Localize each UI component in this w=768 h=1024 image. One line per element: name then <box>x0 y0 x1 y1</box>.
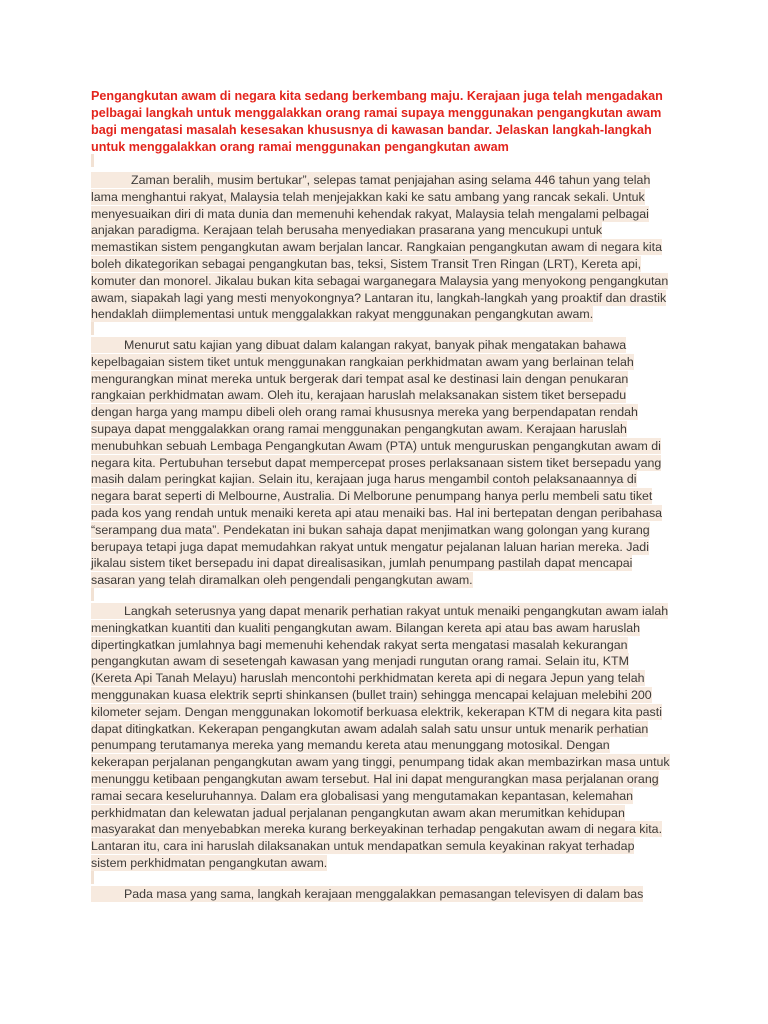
paragraph-line-text: dengan harga yang mampu dibeli oleh orang ramai khususnya mereka yang berpendapatan rendah <box>91 405 638 420</box>
paragraph-line-text: pada kos yang rendah untuk menaiki kereta api atau menaiki bas. Hal ini bertepatan dengan peribahasa <box>91 505 663 520</box>
paragraph-line-text: masih dalam peringkat kajian. Selain itu, kerajaan juga harus mengambil contoh pelaksanaannya di <box>91 472 637 487</box>
paragraph-line <box>91 189 668 206</box>
paragraph-line <box>91 788 670 805</box>
paragraph-line-text: masyarakat dan menyebabkan mereka kurang berkeyakinan terhadap pengakutan awam di negara kita. <box>91 822 663 837</box>
paragraph-line-text: awam, siapakah lagi yang mesti menyokongnya? Lantaran itu, langkah-langkah yang proaktif dan drastik <box>91 290 667 305</box>
paragraph-line <box>91 838 670 855</box>
paragraph-line-text: lama menghantui rakyat, Malaysia telah menjejakkan kaki ke satu ambang yang rancak sekali. Untuk <box>91 189 645 204</box>
paragraph-line <box>91 488 662 505</box>
paragraph-line <box>91 206 668 223</box>
paragraph-line <box>91 337 662 354</box>
paragraph-line <box>91 771 670 788</box>
paragraph-line-text: negara kita. Pertubuhan tersebut dapat mempercepat proses perlaksanaan sistem tiket bersepadu yang <box>91 455 662 470</box>
paragraph-line <box>91 572 662 589</box>
paragraph-line <box>91 886 643 903</box>
paragraph-television <box>91 886 643 903</box>
paragraph-line-text: meningkatkan kuantiti dan kualiti pengangkutan awam. Bilangan kereta api atau bas awam haruslah <box>91 620 640 635</box>
paragraph-line-text: Pada masa yang sama, langkah kerajaan menggalakkan pemasangan televisyen di dalam bas <box>91 886 643 902</box>
paragraph-line-text: menubuhkan sebuah Lembaga Pengangkutan Awam (PTA) untuk menguruskan pengangkutan awam di <box>91 438 661 453</box>
paragraph-line-text: anjakan paradigma. Kerajaan telah berusaha menyediakan prasarana yang mencukupi untuk <box>91 223 603 238</box>
paragraph-line-text: menunggu ketibaan pengangkutan awam tersebut. Hal ini dapat mengurangkan masa perjalanan orang <box>91 771 659 786</box>
paragraph-line <box>91 505 662 522</box>
paragraph-line <box>91 754 670 771</box>
paragraph-line-text: menggunakan kuasa elektrik seprti shinkansen (bullet train) sehingga mencapai kelajuan melebihi 200 <box>91 687 652 702</box>
paragraph-line <box>91 222 668 239</box>
paragraph-line <box>91 637 670 654</box>
paragraph-line-text: memastikan sistem pengangkutan awam berjalan lancar. Rangkaian pengangkutan awam di negara kita <box>91 240 663 255</box>
paragraph-line <box>91 239 668 256</box>
paragraph-line <box>91 555 662 572</box>
paragraph-line-text: menyesuaikan diri di mata dunia dan memenuhi kehendak rakyat, Malaysia telah mengalami pelbagai <box>91 206 649 221</box>
paragraph-line <box>91 273 668 290</box>
empty-line-marker <box>91 154 94 167</box>
paragraph-line <box>91 721 670 738</box>
paragraph-line <box>91 290 668 307</box>
paragraph-line <box>91 371 662 388</box>
empty-line-marker <box>91 588 94 601</box>
heading-line: bagi mengatasi masalah kesesakan khususnya di kawasan bandar. Jelaskan langkah-langkah <box>91 123 652 137</box>
paragraph-line <box>91 471 662 488</box>
heading-line: untuk menggalakkan orang ramai menggunakan pengangkutan awam <box>91 140 509 154</box>
paragraph-line <box>91 455 662 472</box>
paragraph-line <box>91 539 662 556</box>
paragraph-line <box>91 821 670 838</box>
paragraph-line-text: supaya dapat menggalakkan orang ramai menggunakan pengangkutan awam. Kerajaan haruslah <box>91 421 627 436</box>
paragraph-line <box>91 687 670 704</box>
paragraph-line <box>91 421 662 438</box>
paragraph-line-text: dipertingkatkan jumlahnya bagi memenuhi kehendak rakyat serta mengatasi masalah kekurangan <box>91 637 628 652</box>
paragraph-line-text: penumpang terutamanya mereka yang memandu kereta atau menunggang motosikal. Dengan <box>91 738 610 753</box>
paragraph-line <box>91 404 662 421</box>
paragraph-ticket-system <box>91 337 662 589</box>
paragraph-introduction <box>91 172 668 323</box>
paragraph-line <box>91 522 662 539</box>
paragraph-line <box>91 256 668 273</box>
paragraph-line-text: sistem perkhidmatan pengangkutan awam. <box>91 855 328 870</box>
paragraph-line-text: berupaya tetapi juga dapat memudahkan rakyat untuk mengatur pejalanan laluan harian mereka. Jadi <box>91 539 649 554</box>
paragraph-line <box>91 704 670 721</box>
paragraph-line-text: Langkah seterusnya yang dapat menarik perhatian rakyat untuk menaiki pengangkutan awam ialah <box>91 603 668 619</box>
paragraph-line <box>91 620 670 637</box>
heading-line: pelbagai langkah untuk menggalakkan orang ramai supaya menggunakan pengangkutan awam <box>91 106 662 120</box>
paragraph-line-text: “serampang dua mata”. Pendekatan ini bukan sahaja dapat menjimatkan wang golongan yang kurang <box>91 522 650 537</box>
paragraph-line-text: Zaman beralih, musim bertukar”, selepas tamat penjajahan asing selama 446 tahun yang telah <box>91 172 650 188</box>
paragraph-line-text: kepelbagaian sistem tiket untuk menggunakan rangkaian perkhidmatan awam yang berlainan telah <box>91 354 634 369</box>
paragraph-line-text: rangkaian perkhidmatan awam. Oleh itu, kerajaan haruslah melaksanakan sistem tiket bersepadu <box>91 388 627 403</box>
paragraph-line-text: kilometer sejam. Dengan menggunakan lokomotif berkuasa elektrik, kekerapan KTM di negara kita pasti <box>91 704 662 719</box>
paragraph-line <box>91 306 668 323</box>
paragraph-line-text: perkhidmatan dan kelewatan jadual perjalanan pengangkutan awam akan merumitkan kehidupan <box>91 805 625 820</box>
paragraph-line-text: Menurut satu kajian yang dibuat dalam kalangan rakyat, banyak pihak mengatakan bahawa <box>91 337 626 353</box>
paragraph-line-text: pengangkutan awam di sesetengah kawasan yang menjadi rungutan orang ramai. Selain itu, KTM <box>91 654 629 669</box>
paragraph-line <box>91 737 670 754</box>
paragraph-line-text: mengurangkan minat mereka untuk bergerak dari tempat asal ke destinasi lain dengan penukaran <box>91 371 629 386</box>
paragraph-line-text: komuter dan monorel. Jikalau bukan kita sebagai warganegara Malaysia yang menyokong pengangkutan <box>91 273 669 288</box>
paragraph-line-text: Lantaran itu, cara ini haruslah dilaksanakan untuk mendapatkan semula keyakinan rakyat terhadap <box>91 839 635 854</box>
paragraph-line <box>91 172 668 189</box>
paragraph-line <box>91 805 670 822</box>
paragraph-line-text: boleh dikategorikan sebagai pengangkutan bas, teksi, Sistem Transit Tren Ringan (LRT), Kereta api, <box>91 256 642 271</box>
paragraph-line-text: ramai secara keseluruhannya. Dalam era globalisasi yang mengutamakan kepantasan, kelemahan <box>91 788 634 803</box>
paragraph-line-text: kekerapan perjalanan pengangkutan awam yang tinggi, penumpang tidak akan membazirkan masa untuk <box>91 755 670 770</box>
essay-question-heading <box>91 88 663 156</box>
paragraph-line-text: (Kereta Api Tanah Melayu) haruslah mencontohi perkhidmatan kereta api di negara Jepun yang telah <box>91 671 645 686</box>
paragraph-line <box>91 670 670 687</box>
paragraph-line <box>91 354 662 371</box>
paragraph-line <box>91 855 670 872</box>
paragraph-line-text: negara barat seperti di Melbourne, Australia. Di Melborune penumpang hanya perlu membeli satu tiket <box>91 489 653 504</box>
paragraph-line-text: jikalau sistem tiket bersepadu ini dapat direalisasikan, jumlah penumpang pastilah dapat mencapai <box>91 556 633 571</box>
paragraph-line <box>91 387 662 404</box>
heading-line: Pengangkutan awam di negara kita sedang berkembang maju. Kerajaan juga telah mengadakan <box>91 89 663 103</box>
paragraph-line-text: hendaklah diimplementasi untuk menggalakkan rakyat menggunakan pengangkutan awam. <box>91 307 594 322</box>
paragraph-quantity-quality <box>91 603 670 872</box>
paragraph-line <box>91 438 662 455</box>
empty-line-marker <box>91 322 94 335</box>
paragraph-line <box>91 603 670 620</box>
paragraph-line-text: dapat ditingkatkan. Kekerapan pengangkutan awam adalah salah satu unsur untuk menarik perhatian <box>91 721 649 736</box>
paragraph-line-text: sasaran yang telah diramalkan oleh pengendali pengangkutan awam. <box>91 573 473 588</box>
paragraph-line <box>91 653 670 670</box>
empty-line-marker <box>91 871 94 884</box>
